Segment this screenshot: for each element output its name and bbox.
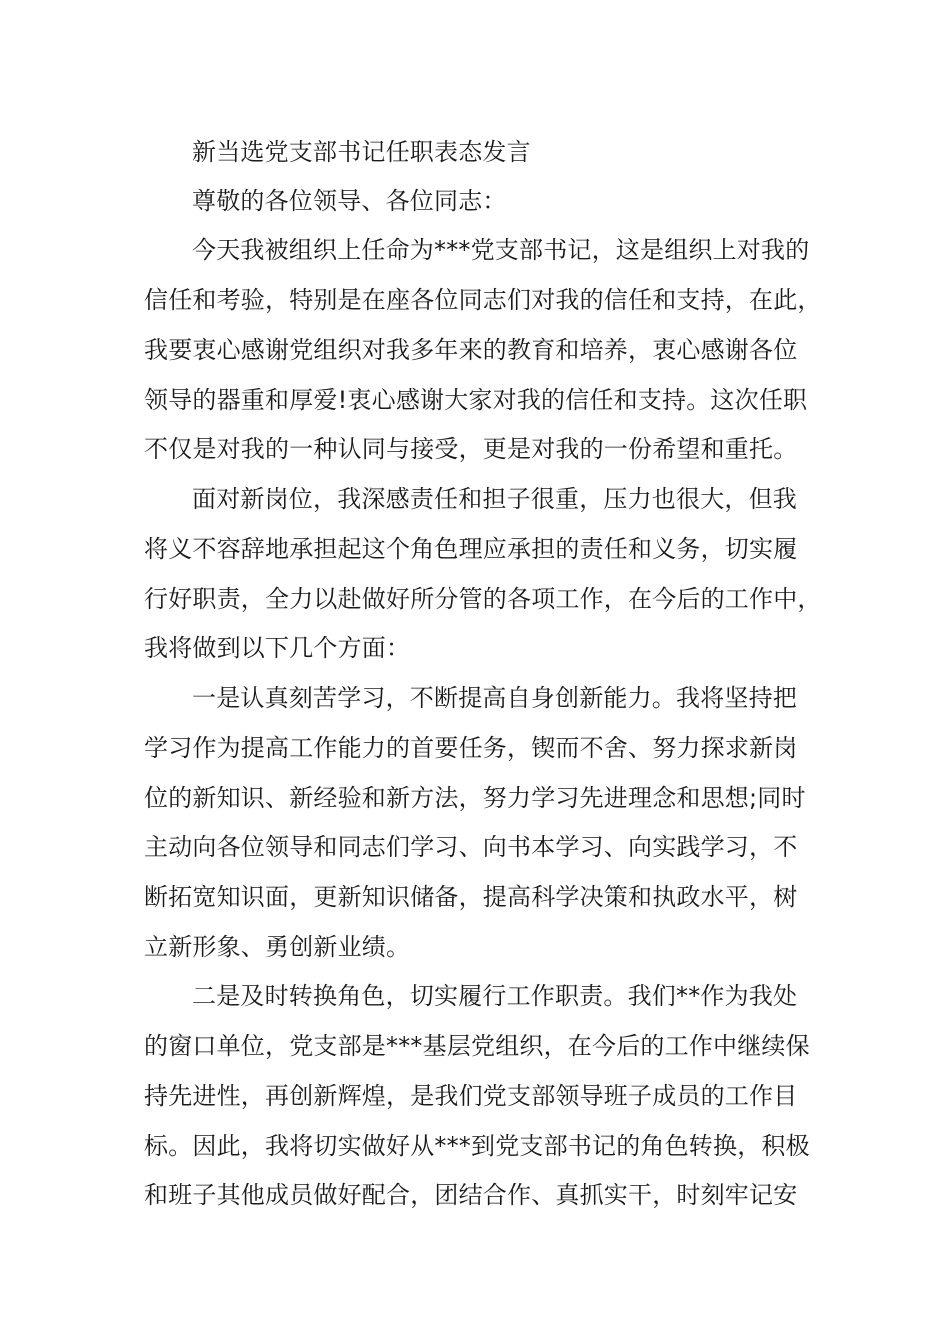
salutation: 尊敬的各位领导、各位同志：: [192, 187, 507, 215]
text-line: 学习作为提高工作能力的首要任务，锲而不舍、努力探求新岗: [144, 734, 798, 762]
document-title: 新当选党支部书记任职表态发言: [192, 138, 531, 166]
text-line: 标。因此，我将切实做好从***到党支部书记的角色转换，积极: [144, 1132, 810, 1160]
text-line: 不仅是对我的一种认同与接受，更是对我的一份希望和重托。: [144, 435, 798, 463]
text-line: 领导的器重和厚爱!衷心感谢大家对我的信任和支持。这次任职: [144, 386, 808, 414]
text-line: 我将做到以下几个方面：: [144, 634, 411, 662]
text-line: 二是及时转换角色，切实履行工作职责。我们**作为我处: [192, 982, 798, 1010]
text-line: 和班子其他成员做好配合，团结合作、真抓实干，时刻牢记安: [144, 1181, 798, 1209]
text-line: 行好职责，全力以赴做好所分管的各项工作，在今后的工作中，: [144, 585, 822, 613]
text-line: 信任和考验，特别是在座各位同志们对我的信任和支持，在此，: [144, 286, 822, 314]
text-line: 面对新岗位，我深感责任和担子很重，压力也很大，但我: [192, 485, 797, 513]
text-line: 一是认真刻苦学习，不断提高自身创新能力。我将坚持把: [192, 684, 797, 712]
text-line: 的窗口单位，党支部是***基层党组织，在今后的工作中继续保: [144, 1032, 810, 1060]
text-line: 断拓宽知识面，更新知识储备，提高科学决策和执政水平，树: [144, 883, 798, 911]
text-line: 将义不容辞地承担起这个角色理应承担的责任和义务，切实履: [144, 535, 798, 563]
text-line: 持先进性，再创新辉煌，是我们党支部领导班子成员的工作目: [144, 1082, 798, 1110]
text-line: 主动向各位领导和同志们学习、向书本学习、向实践学习，不: [144, 833, 798, 861]
text-line: 我要衷心感谢党组织对我多年来的教育和培养，衷心感谢各位: [144, 336, 798, 364]
text-line: 立新形象、勇创新业绩。: [144, 933, 411, 961]
text-line: 位的新知识、新经验和新方法，努力学习先进理念和思想;同时: [144, 784, 806, 812]
text-line: 今天我被组织上任命为***党支部书记，这是组织上对我的: [192, 236, 810, 264]
